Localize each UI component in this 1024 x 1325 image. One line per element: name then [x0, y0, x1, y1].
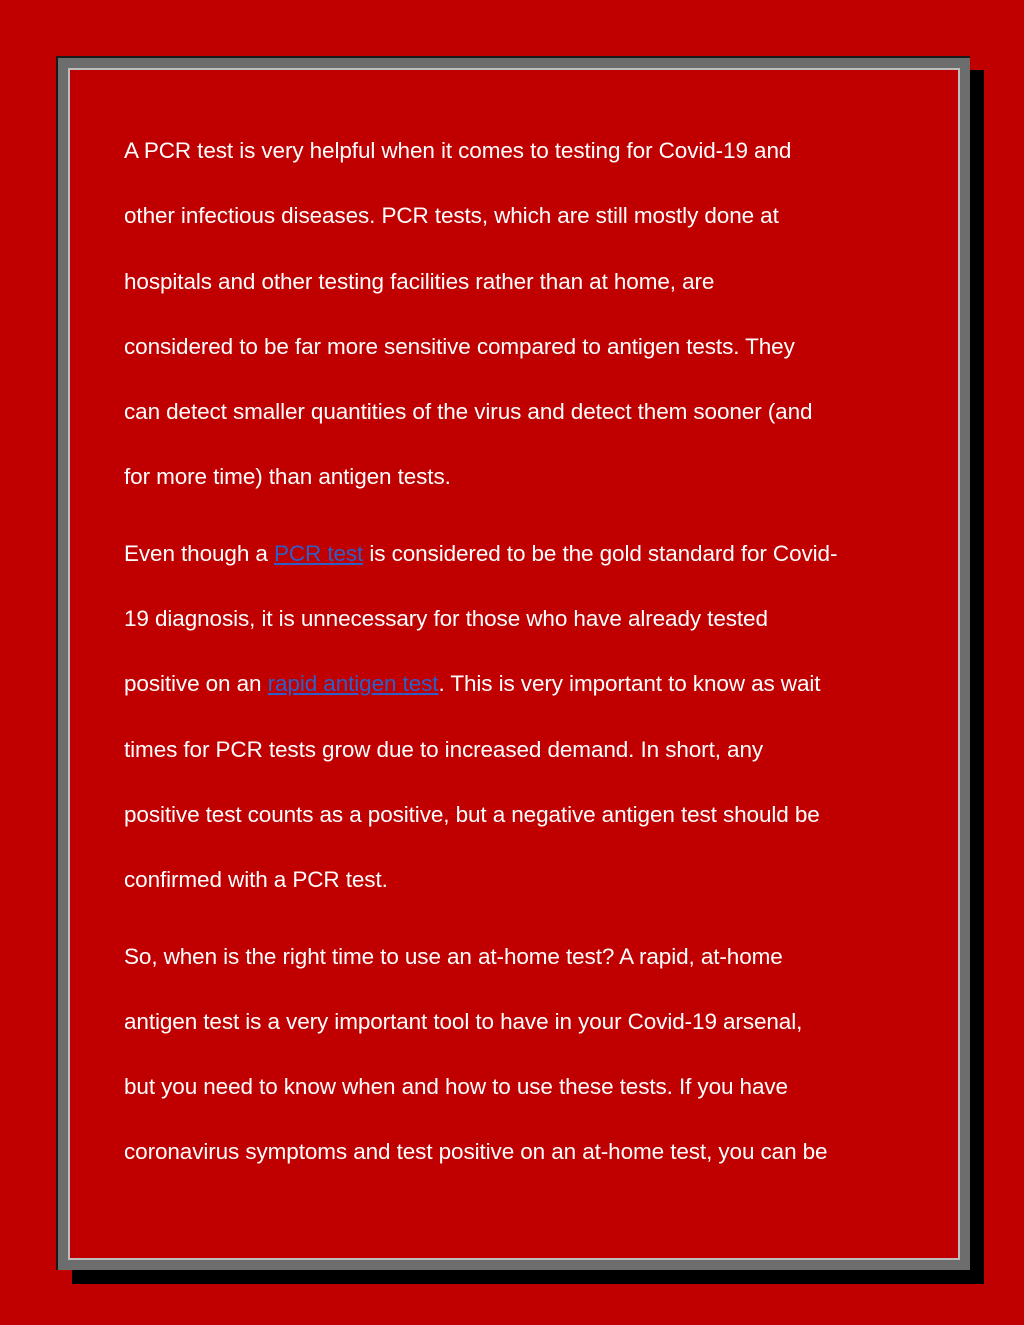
text-line: So, when is the right time to use an at-home test? A rapid, at-home — [124, 943, 783, 969]
text-fragment: Even though a — [124, 540, 274, 566]
text-fragment: . This is very important to know as wait — [438, 671, 821, 697]
paragraph-pcr-overview — [124, 118, 924, 510]
page-frame — [56, 56, 970, 1270]
text-line: but you need to know when and how to use these tests. If you have — [124, 1074, 788, 1100]
text-line: can detect smaller quantities of the virus and detect them sooner (and — [124, 399, 813, 425]
text-line: confirmed with a PCR test. — [124, 867, 388, 893]
paragraph-gold-standard — [124, 521, 924, 913]
document-body — [124, 118, 924, 1196]
text-line: other infectious diseases. PCR tests, which are still mostly done at — [124, 203, 779, 229]
text-line — [124, 521, 924, 586]
text-line: 19 diagnosis, it is unnecessary for those who have already tested — [124, 606, 768, 632]
pcr-test-link[interactable]: PCR test — [273, 540, 364, 566]
text-line: considered to be far more sensitive compared to antigen tests. They — [124, 333, 795, 359]
text-line: positive test counts as a positive, but a negative antigen test should be — [124, 801, 820, 827]
text-line: coronavirus symptoms and test positive on an at-home test, you can be — [124, 1139, 828, 1165]
text-line — [124, 651, 924, 716]
paragraph-at-home-test — [124, 924, 924, 1185]
rapid-antigen-test-link[interactable]: rapid antigen test — [267, 671, 439, 697]
text-line: A PCR test is very helpful when it comes to testing for Covid-19 and — [124, 138, 792, 163]
text-line: times for PCR tests grow due to increased demand. In short, any — [124, 736, 764, 762]
text-line: hospitals and other testing facilities rather than at home, are — [124, 268, 715, 294]
text-fragment: positive on an — [124, 671, 268, 697]
page-frame-inner — [68, 68, 960, 1260]
text-line: for more time) than antigen tests. — [124, 464, 451, 490]
text-fragment: is considered to be the gold standard for Covid- — [363, 540, 838, 566]
text-line: antigen test is a very important tool to have in your Covid-19 arsenal, — [124, 1008, 803, 1034]
